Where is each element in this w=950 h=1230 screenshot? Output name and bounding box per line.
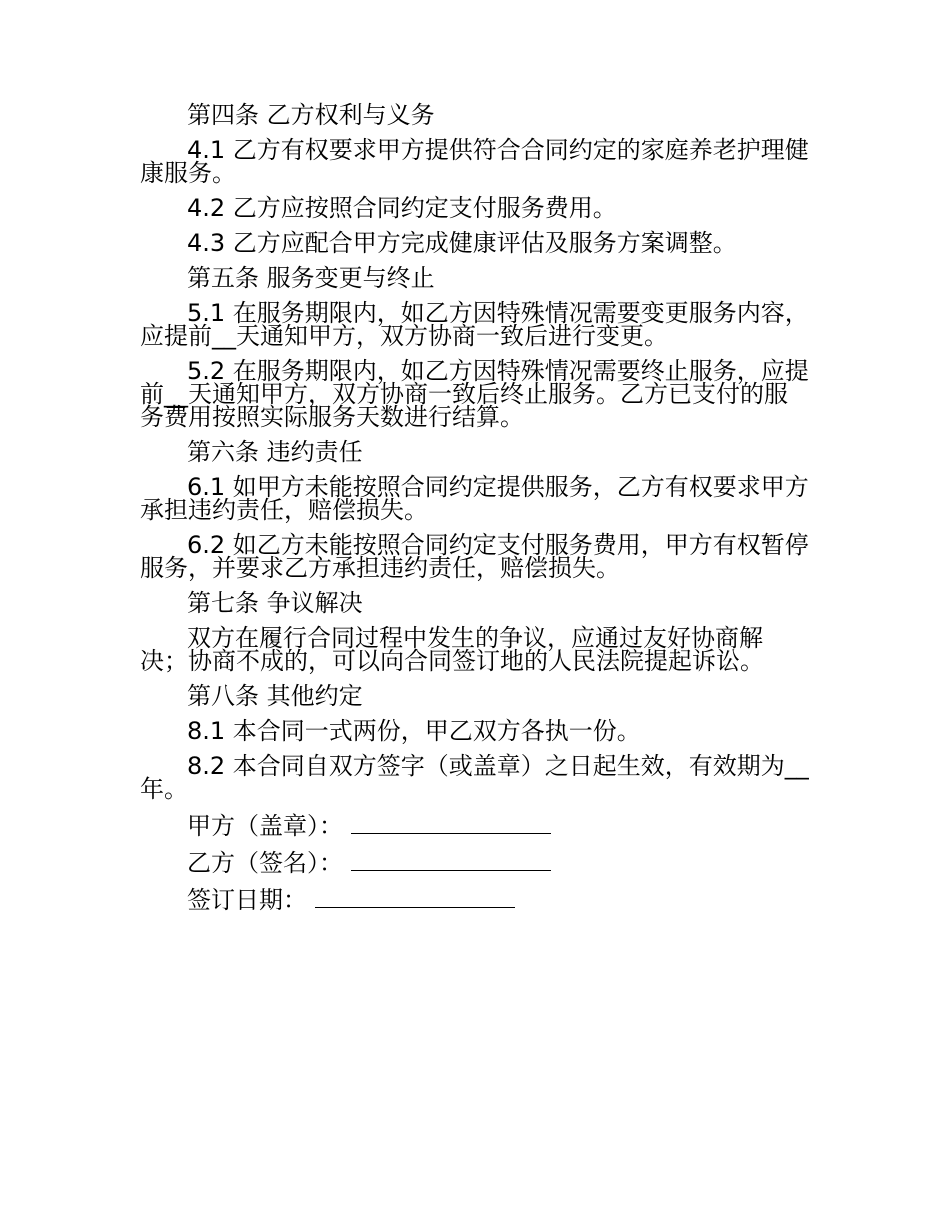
signature-party-b bbox=[140, 850, 810, 875]
clause-5-1: 5.1 在服务期限内，如乙方因特殊情况需要变更服务内容，应提前__天通知甲方，双方协商一致后进行变更。 bbox=[140, 299, 809, 350]
clause-8-2: 8.2 本合同自双方签字（或盖章）之日起生效，有效期为__年。 bbox=[140, 752, 809, 803]
clause-4-1: 4.1 乙方有权要求甲方提供符合合同约定的家庭养老护理健康服务。 bbox=[140, 136, 809, 187]
section-heading-6: 第六条 违约责任 bbox=[187, 438, 363, 466]
signature-party-a-label: 甲方（盖章）： bbox=[187, 812, 343, 840]
signing-date-label: 签订日期： bbox=[187, 886, 307, 914]
clause-6-1: 6.1 如甲方未能按照合同约定提供服务，乙方有权要求甲方承担违约责任，赔偿损失。 bbox=[140, 473, 809, 524]
clause-4-2: 4.2 乙方应按照合同约定支付服务费用。 bbox=[187, 194, 617, 222]
clause-6-2: 6.2 如乙方未能按照合同约定支付服务费用，甲方有权暂停服务，并要求乙方承担违约责任，赔偿损失。 bbox=[140, 531, 809, 582]
section-heading-4: 第四条 乙方权利与义务 bbox=[187, 101, 435, 129]
clause-7: 双方在履行合同过程中发生的争议，应通过友好协商解决；协商不成的，可以向合同签订地的人民法院提起诉讼。 bbox=[140, 624, 764, 675]
section-heading-5: 第五条 服务变更与终止 bbox=[187, 264, 435, 292]
signature-party-a-line[interactable] bbox=[351, 813, 551, 834]
clause-5-2: 5.2 在服务期限内，如乙方因特殊情况需要终止服务，应提前__天通知甲方，双方协商一致后终止服务。乙方已支付的服务费用按照实际服务天数进行结算。 bbox=[140, 357, 809, 431]
clause-4-3: 4.3 乙方应配合甲方完成健康评估及服务方案调整。 bbox=[187, 229, 737, 257]
section-heading-8: 第八条 其他约定 bbox=[187, 682, 363, 710]
document-body bbox=[140, 101, 810, 924]
signing-date-line[interactable] bbox=[315, 887, 515, 908]
section-heading-7: 第七条 争议解决 bbox=[187, 589, 363, 617]
signature-party-b-line[interactable] bbox=[351, 850, 551, 871]
signing-date bbox=[140, 887, 810, 912]
clause-8-1: 8.1 本合同一式两份，甲乙双方各执一份。 bbox=[187, 717, 641, 745]
signature-party-b-label: 乙方（签名）： bbox=[187, 849, 343, 877]
signature-party-a bbox=[140, 813, 810, 838]
